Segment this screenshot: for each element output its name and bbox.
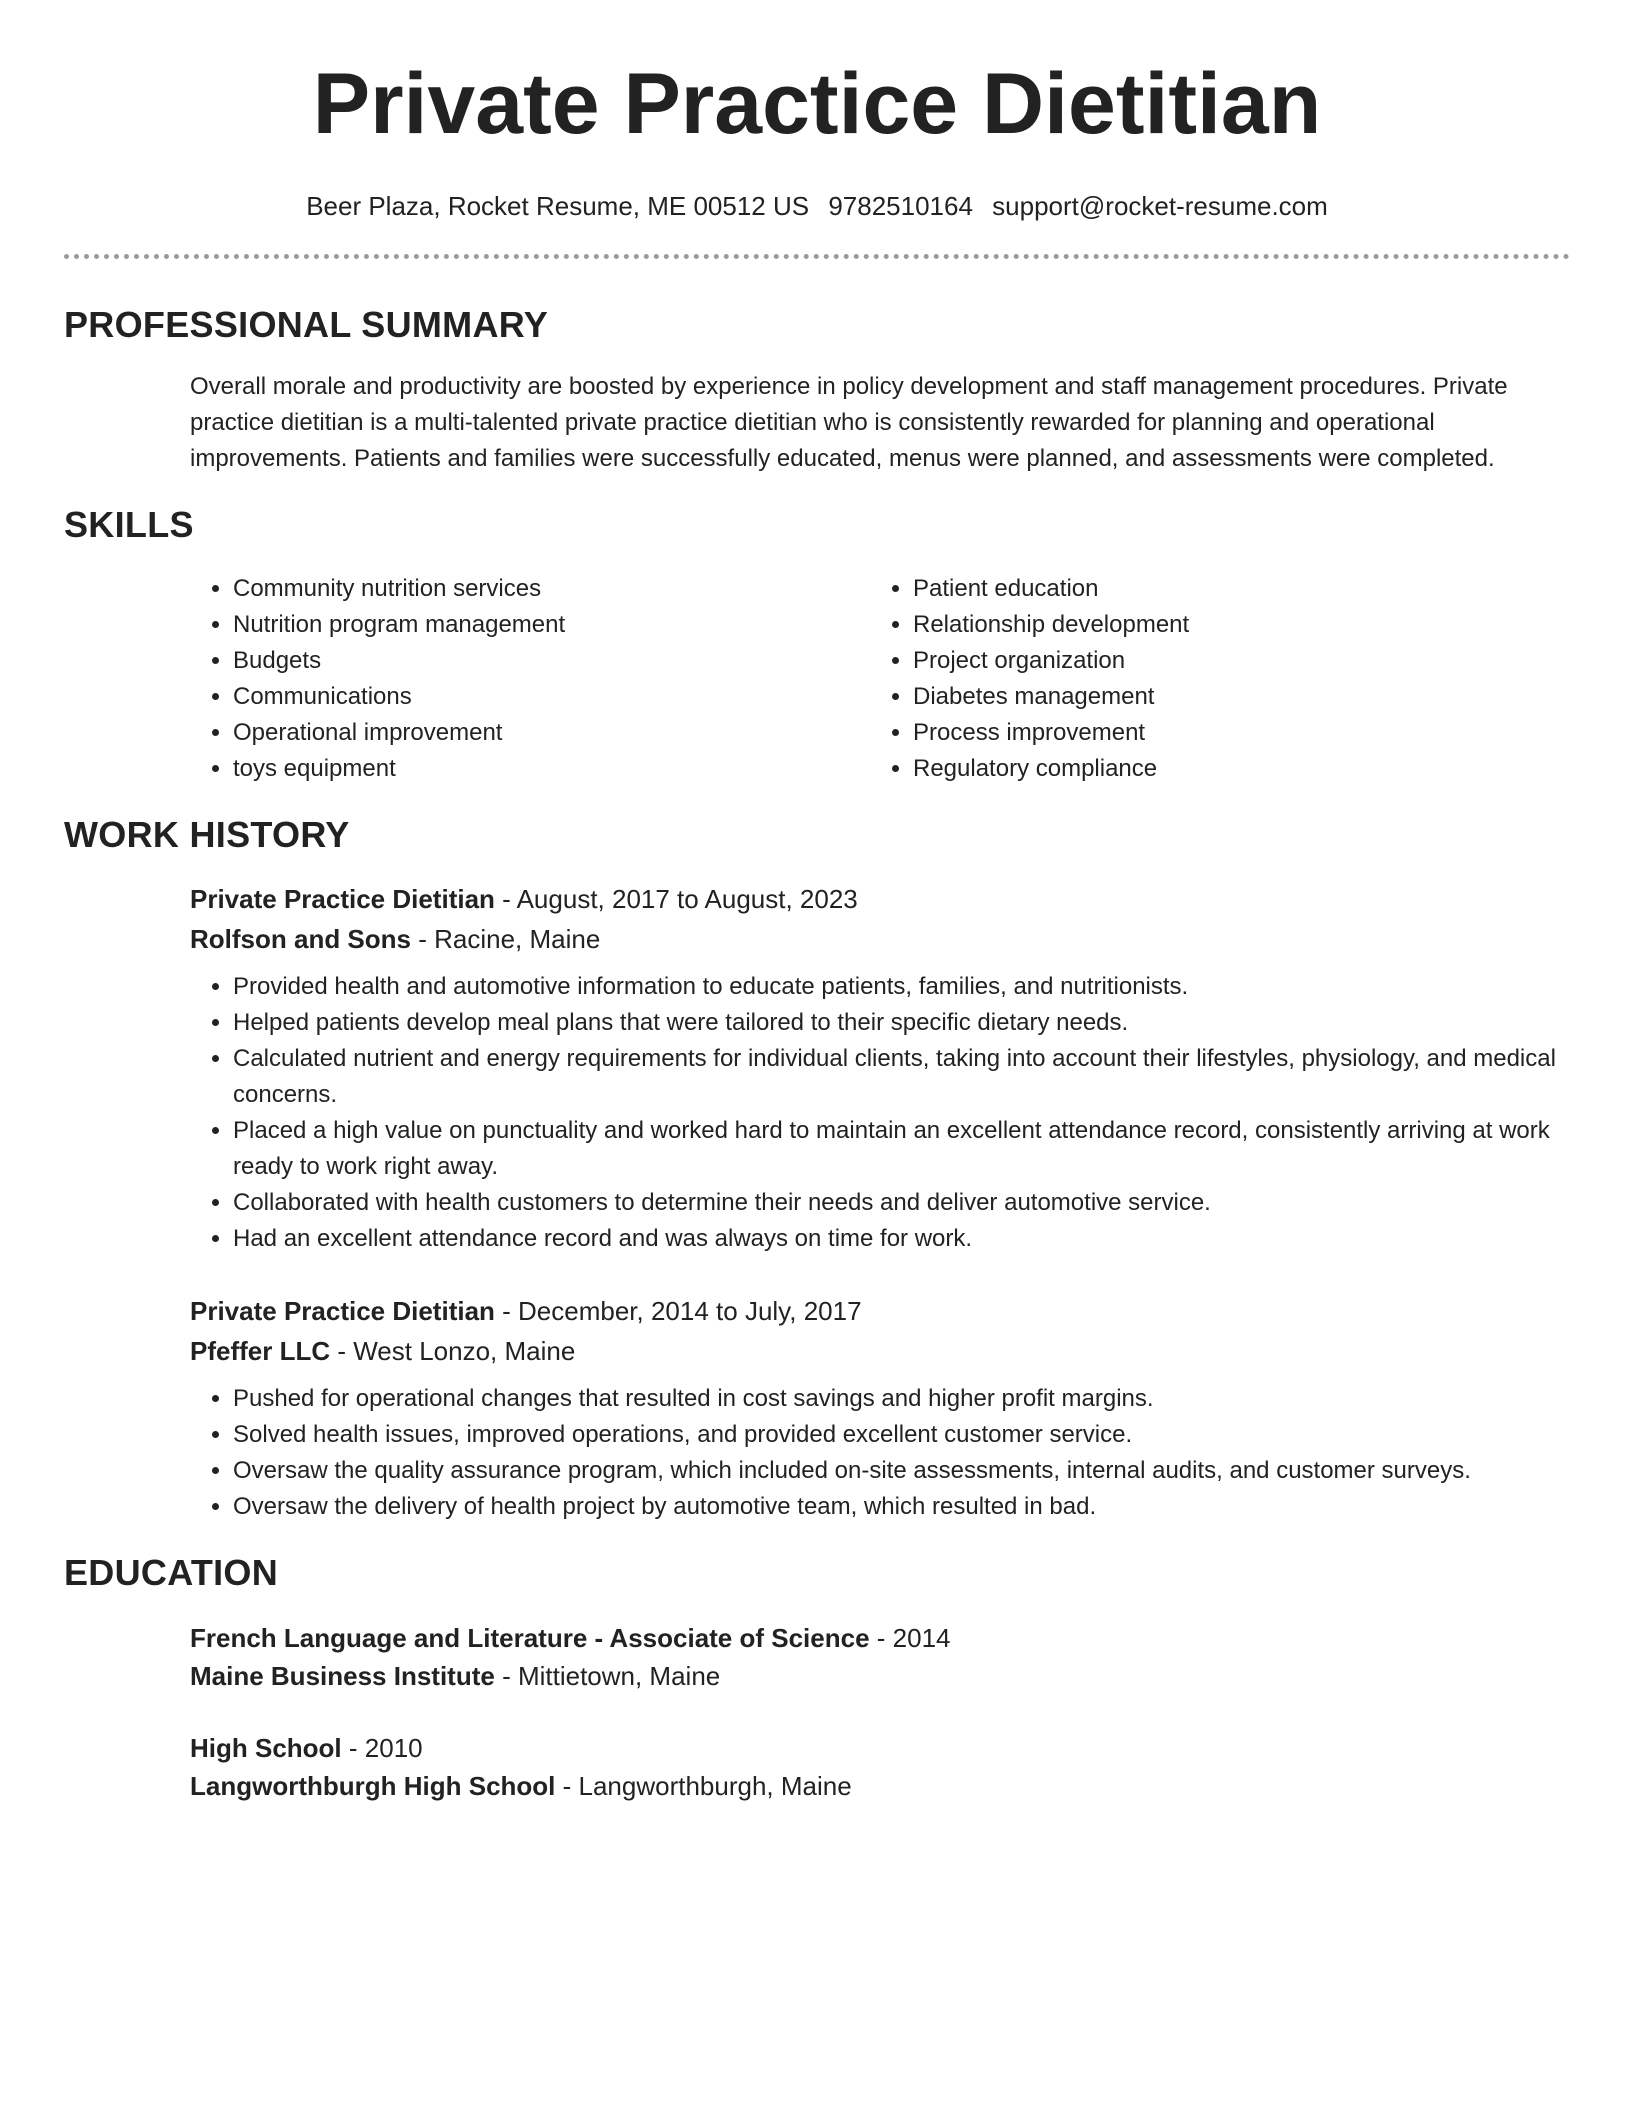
contact-line — [64, 188, 1570, 224]
resume-page — [64, 0, 1570, 1805]
candidate-name: Private Practice Dietitian — [312, 56, 1322, 152]
job-location: - Racine, Maine — [411, 924, 601, 954]
education-school-line — [190, 1767, 1570, 1805]
job-dates: - December, 2014 to July, 2017 — [494, 1296, 862, 1326]
skills-column-right — [870, 571, 1189, 787]
education-entry — [190, 1729, 1570, 1805]
skill-item: • Nutrition program management — [233, 607, 870, 643]
education-school-line — [190, 1657, 1570, 1695]
job-entry — [190, 1291, 1570, 1525]
job-dates: - August, 2017 to August, 2023 — [494, 884, 858, 914]
contact-address: Beer Plaza, Rocket Resume, ME 00512 US — [306, 191, 810, 221]
job-bullet: • Placed a high value on punctuality and worked hard to maintain an excellent attendance record, consistently arriving at work ready to work right away. — [233, 1113, 1570, 1185]
job-title-line — [190, 879, 1570, 919]
education-degree: High School — [190, 1733, 342, 1763]
job-company-line — [190, 919, 1570, 959]
job-bullet: • Solved health issues, improved operations, and provided excellent customer service. — [233, 1417, 1570, 1453]
education-heading: EDUCATION — [64, 1552, 279, 1593]
job-bullets — [190, 1381, 1570, 1525]
education-entry — [190, 1619, 1570, 1695]
skill-item: • Regulatory compliance — [913, 751, 1189, 787]
job-bullet: • Provided health and automotive information to educate patients, families, and nutritionists. — [233, 969, 1570, 1005]
job-entry — [190, 879, 1570, 1257]
job-bullet: • Collaborated with health customers to determine their needs and deliver automotive service. — [233, 1185, 1570, 1221]
education-location: - Mittietown, Maine — [494, 1661, 721, 1691]
job-company-line — [190, 1331, 1570, 1371]
job-bullet: • Pushed for operational changes that resulted in cost savings and higher profit margins. — [233, 1381, 1570, 1417]
skill-item: • Project organization — [913, 643, 1189, 679]
job-company: Rolfson and Sons — [190, 924, 411, 954]
skill-item: • Process improvement — [913, 715, 1189, 751]
summary-heading: PROFESSIONAL SUMMARY — [64, 304, 549, 345]
job-location: - West Lonzo, Maine — [330, 1336, 576, 1366]
education-degree-line — [190, 1619, 1570, 1657]
job-role: Private Practice Dietitian — [190, 884, 495, 914]
skill-item: • Operational improvement — [233, 715, 870, 751]
education-location: - Langworthburgh, Maine — [555, 1771, 852, 1801]
skill-item: • Budgets — [233, 643, 870, 679]
skill-item: • Communications — [233, 679, 870, 715]
education-school: Maine Business Institute — [190, 1661, 495, 1691]
job-title-line — [190, 1291, 1570, 1331]
education-school: Langworthburgh High School — [190, 1771, 556, 1801]
skills-heading: SKILLS — [64, 504, 194, 545]
skill-item: • Community nutrition services — [233, 571, 870, 607]
skill-item: • toys equipment — [233, 751, 870, 787]
job-bullet: • Calculated nutrient and energy requirements for individual clients, taking into account their lifestyles, physiology, and medical concerns. — [233, 1041, 1570, 1113]
job-bullets — [190, 969, 1570, 1257]
education-degree-line — [190, 1729, 1570, 1767]
skills-list — [190, 571, 1570, 787]
skill-item: • Relationship development — [913, 607, 1189, 643]
education-degree: French Language and Literature - Associate of Science — [190, 1623, 870, 1653]
contact-phone: 9782510164 — [828, 191, 973, 221]
job-bullet: • Oversaw the quality assurance program, which included on-site assessments, internal audits, and customer surveys. — [233, 1453, 1570, 1489]
job-role: Private Practice Dietitian — [190, 1296, 495, 1326]
contact-email: support@rocket-resume.com — [992, 191, 1328, 221]
skill-item: • Patient education — [913, 571, 1189, 607]
job-company: Pfeffer LLC — [190, 1336, 331, 1366]
education-year: - 2014 — [869, 1623, 951, 1653]
education-year: - 2010 — [341, 1733, 423, 1763]
header-divider — [64, 254, 1570, 259]
job-bullet: • Had an excellent attendance record and was always on time for work. — [233, 1221, 1570, 1257]
skills-column-left — [190, 571, 870, 787]
work-history-heading: WORK HISTORY — [64, 814, 350, 855]
job-bullet: • Oversaw the delivery of health project by automotive team, which resulted in bad. — [233, 1489, 1570, 1525]
skill-item: • Diabetes management — [913, 679, 1189, 715]
summary-text: Overall morale and productivity are boosted by experience in policy development and staff management procedures. Private practice dietitian is a multi-talented private practice dietitian who is consistently rewarded for planning and operational improvements. Patients and families were successfully educated, menus were planned, and assessments were completed. — [190, 373, 1508, 472]
job-bullet: • Helped patients develop meal plans that were tailored to their specific dietary needs. — [233, 1005, 1570, 1041]
